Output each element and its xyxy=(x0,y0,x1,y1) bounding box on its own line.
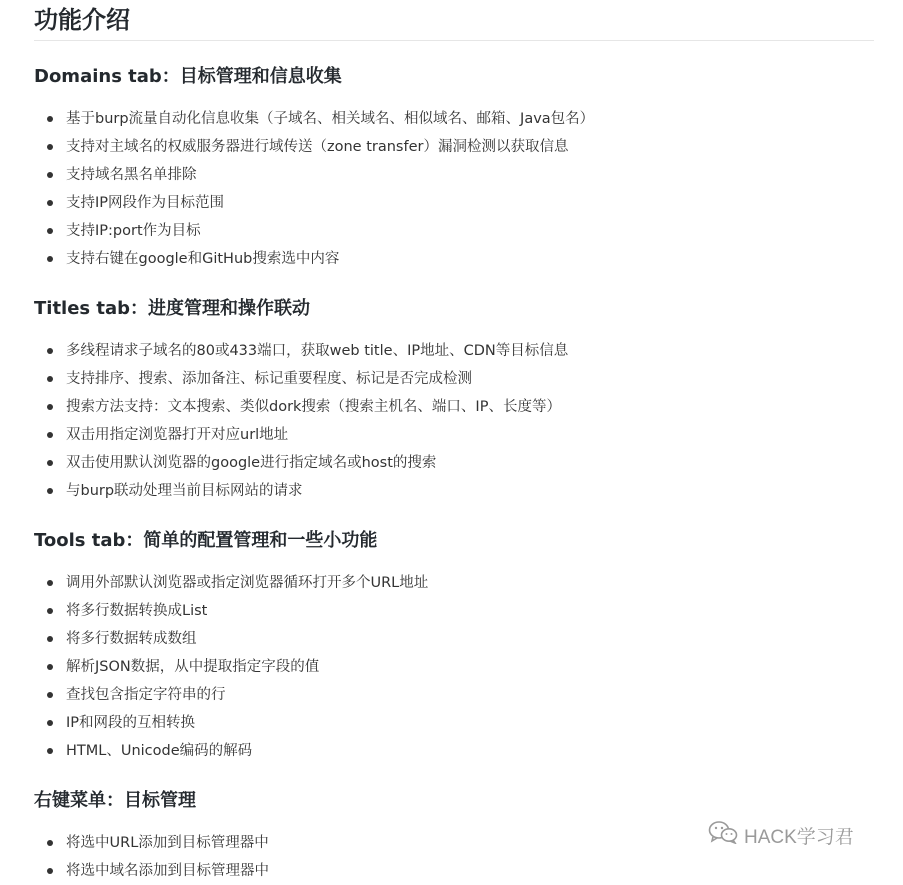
list-item-text: 支持IP网段作为目标范围 xyxy=(66,195,225,211)
list-item-text: 双击用指定浏览器打开对应url地址 xyxy=(66,427,289,443)
feature-sections xyxy=(34,63,874,885)
page-title: 功能介绍 xyxy=(34,0,874,41)
bullet-icon xyxy=(47,692,53,698)
list-item xyxy=(66,681,874,709)
list-item xyxy=(66,737,874,765)
list-item-text: 支持排序、搜索、添加备注、标记重要程度、标记是否完成检测 xyxy=(66,371,472,387)
list-item-text: 与burp联动处理当前目标网站的请求 xyxy=(66,483,303,499)
bullet-icon xyxy=(47,840,53,846)
bullet-icon xyxy=(47,432,53,438)
section-heading: Domains tab：目标管理和信息收集 xyxy=(34,66,342,87)
bullet-icon xyxy=(47,664,53,670)
watermark-text: HACK学习君 xyxy=(744,826,854,848)
bullet-icon xyxy=(47,404,53,410)
list-item-text: 将选中域名添加到目标管理器中 xyxy=(66,863,269,879)
list-item-text: 基于burp流量自动化信息收集（子域名、相关域名、相似域名、邮箱、Java包名） xyxy=(66,111,595,127)
list-item xyxy=(66,597,874,625)
list-item xyxy=(66,625,874,653)
bullet-icon xyxy=(47,200,53,206)
list-item xyxy=(66,189,874,217)
list-item xyxy=(66,337,874,365)
list-item xyxy=(66,133,874,161)
list-item-text: 支持IP:port作为目标 xyxy=(66,223,201,239)
list-item-text: 支持对主域名的权威服务器进行域传送（zone transfer）漏洞检测以获取信息 xyxy=(66,139,569,155)
feature-section xyxy=(34,527,874,765)
bullet-icon xyxy=(47,636,53,642)
list-item xyxy=(66,217,874,245)
list-item xyxy=(66,449,874,477)
list-item xyxy=(66,245,874,273)
feature-section xyxy=(34,63,874,273)
bullet-icon xyxy=(47,488,53,494)
list-item-text: 多线程请求子域名的80或433端口，获取web title、IP地址、CDN等目标信息 xyxy=(66,343,569,359)
bullet-icon xyxy=(47,228,53,234)
bullet-icon xyxy=(47,256,53,262)
list-item xyxy=(66,857,874,885)
list-item xyxy=(66,709,874,737)
bullet-icon xyxy=(47,460,53,466)
list-item xyxy=(66,365,874,393)
bullet-icon xyxy=(47,868,53,874)
list-item-text: 搜索方法支持：文本搜索、类似dork搜索（搜索主机名、端口、IP、长度等） xyxy=(66,399,561,415)
bullet-icon xyxy=(47,348,53,354)
bullet-icon xyxy=(47,748,53,754)
section-heading: Tools tab：简单的配置管理和一些小功能 xyxy=(34,530,378,551)
list-item-text: 支持域名黑名单排除 xyxy=(66,167,197,183)
watermark xyxy=(708,820,854,850)
feature-list xyxy=(34,569,874,765)
bullet-icon xyxy=(47,608,53,614)
list-item-text: 解析JSON数据，从中提取指定字段的值 xyxy=(66,659,320,675)
list-item xyxy=(66,105,874,133)
list-item-text: 调用外部默认浏览器或指定浏览器循环打开多个URL地址 xyxy=(66,575,429,591)
list-item xyxy=(66,421,874,449)
list-item-text: 支持右键在google和GitHub搜索选中内容 xyxy=(66,251,340,267)
list-item-text: 双击使用默认浏览器的google进行指定域名或host的搜索 xyxy=(66,455,437,471)
section-heading: 右键菜单：目标管理 xyxy=(34,790,196,811)
list-item xyxy=(66,569,874,597)
bullet-icon xyxy=(47,376,53,382)
list-item-text: HTML、Unicode编码的解码 xyxy=(66,743,253,759)
wechat-icon xyxy=(708,820,744,850)
bullet-icon xyxy=(47,116,53,122)
section-heading: Titles tab：进度管理和操作联动 xyxy=(34,298,311,319)
feature-list xyxy=(34,337,874,505)
bullet-icon xyxy=(47,172,53,178)
bullet-icon xyxy=(47,580,53,586)
list-item-text: 将选中URL添加到目标管理器中 xyxy=(66,835,269,851)
list-item-text: IP和网段的互相转换 xyxy=(66,715,196,731)
bullet-icon xyxy=(47,144,53,150)
feature-section xyxy=(34,295,874,505)
list-item xyxy=(66,653,874,681)
list-item-text: 将多行数据转换成List xyxy=(66,603,208,619)
list-item xyxy=(66,393,874,421)
list-item xyxy=(66,477,874,505)
feature-list xyxy=(34,105,874,273)
article xyxy=(34,0,874,885)
bullet-icon xyxy=(47,720,53,726)
list-item-text: 查找包含指定字符串的行 xyxy=(66,687,226,703)
list-item xyxy=(66,161,874,189)
list-item-text: 将多行数据转成数组 xyxy=(66,631,197,647)
